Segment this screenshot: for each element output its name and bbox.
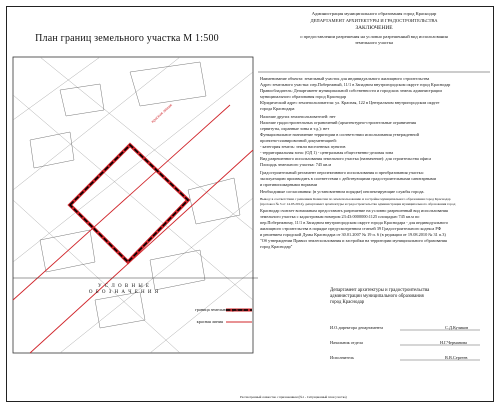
legend-title-line1: У С Л О В Н Ы Е	[98, 284, 150, 289]
detail-regulation: Градостроительный регламент перспективного использования и преобразования участка:	[260, 170, 424, 175]
conclusion-line-1: Вывод: в соответствии с решением Комиссии по землепользованию и застройке муниципального образования город Краснодар	[260, 197, 451, 201]
detail-owner-cont: муниципального образования город Краснодар	[260, 94, 347, 99]
legend-title-line2: О Б О З Н А Ч Е Н И Я	[88, 290, 160, 295]
header-subject-cont: земельного участка	[354, 40, 394, 45]
sign-name-2: Н.Г.Черманова	[440, 340, 467, 345]
conclusion-line-6: жилищного строительства в порядке предусмотренном статьей 39 Градостроительного кодекса РФ	[260, 226, 442, 231]
sign-role-3: Исполнитель	[330, 355, 355, 360]
detail-approvals: Необходимые согласования: (в установленном порядке) инспектирующие службы города.	[260, 189, 425, 194]
parcel-red-halo	[70, 145, 188, 262]
legend-red-line-label: красная линия	[196, 319, 223, 324]
detail-object: Наименование объекта: земельный участок для индивидуального жилищного строительства	[260, 76, 430, 81]
detail-function-cont: проектно-планировочной документацией:	[260, 138, 337, 143]
conclusion-line-9: город Краснодар"	[260, 244, 293, 249]
header-admin: Администрация муниципального образования город Краснодар	[311, 11, 437, 16]
detail-function: Функциональное назначение территории в соответствии использования утвержденной	[260, 132, 419, 137]
header-conclusion: ЗАКЛЮЧЕНИЕ	[355, 25, 393, 31]
header-subject: о предоставлении разрешения на условно разрешенный вид использования	[300, 34, 448, 39]
sign-name-3: В.В.Сергеев	[445, 355, 468, 360]
conclusion-line-2: (протокол № 3 от 14.03.2012), департамент архитектуры и градостроительства администрации муниципального образования город	[260, 202, 456, 206]
detail-legal-address: Юридический адрес землепользователя: ул. Красная, 122 в Центральном внутригородском округе	[260, 100, 440, 105]
red-lines	[13, 105, 253, 353]
sign-role-1: И.О.директора департамента	[330, 325, 384, 330]
sign-dept-3: город Краснодар	[330, 300, 365, 305]
detail-regulation-end: и противопожарными нормами	[260, 182, 318, 187]
plan-title: План границ земельного участка М 1:500	[35, 33, 219, 44]
detail-other-users: Наличие других землепользователей: нет	[260, 114, 336, 119]
conclusion-line-4: земельного участка с кадастровым номером 23:43:0000000:1125 площадью 745 кв.м по	[260, 214, 420, 219]
sign-dept-2: администрации муниципального образования	[330, 294, 424, 299]
detail-permitted-use: Вид разрешенного использования земельного участка (назначение): для строительства офиса	[260, 156, 431, 161]
detail-address: Адрес земельного участка: пер.Побережный, 11/1 в Западном внутригородском округе город Краснодар	[260, 82, 451, 87]
footer-note: Рассмотренный совместно с приложением (№1 - Ситуационный план участка)	[240, 395, 347, 399]
detail-regulation-cont: эксплуатацию производить в соответствии с действующими градостроительными санитарными	[260, 176, 436, 181]
detail-legal-address-cont: города Краснодара	[260, 106, 295, 111]
header-department: ДЕПАРТАМЕНТ АРХИТЕКТУРЫ И ГРАДОСТРОИТЕЛЬСТВА	[310, 18, 438, 23]
detail-owner: Правообладатель: Департамент муниципальной собственности и городских земель администрации	[260, 88, 442, 93]
conclusion-line-3: Краснодар считает возможным предоставить разрешение на условно разрешенный вид использования	[260, 208, 448, 213]
conclusion-line-5: пер.Побережному, 11/1 в Западном внутригородском округе города Краснодара - для индивидуального	[260, 220, 449, 225]
legend-parcel-label: граница земельного участка	[195, 307, 247, 312]
detail-area: Площадь земельного участка: 745 кв.м	[260, 162, 332, 167]
conclusion-line-8: "Об утверждении Правил землепользования и застройки на территории муниципального образования	[260, 238, 447, 243]
conclusion-line-7: и решением городской Думы Краснодара от 30.01.2007 № 19 п. 6 (в редакции от 19.08.2010 № 31 п.3)	[260, 232, 446, 237]
detail-restrictions: Наличие градостроительных ограничений (архитектурно-строительные ограничения	[260, 120, 416, 125]
detail-zone: - территориальная зона: (ОД 1) - центральная общественно-деловая зона	[260, 150, 394, 155]
sign-dept-1: Департамент архитектуры и градостроительства	[330, 288, 430, 293]
parcel-boundary	[70, 145, 188, 262]
legend-title	[84, 284, 164, 296]
sign-name-1: С.Д.Кучиков	[445, 325, 469, 330]
detail-restrictions-cont: сервитуты, охранные зоны и т.д.): нет	[260, 126, 330, 131]
sign-role-2: Начальник отдела	[330, 340, 363, 345]
red-line-label: красная линия	[150, 102, 173, 124]
detail-land-category: - категория земель: земли населенных пунктов	[260, 144, 346, 149]
